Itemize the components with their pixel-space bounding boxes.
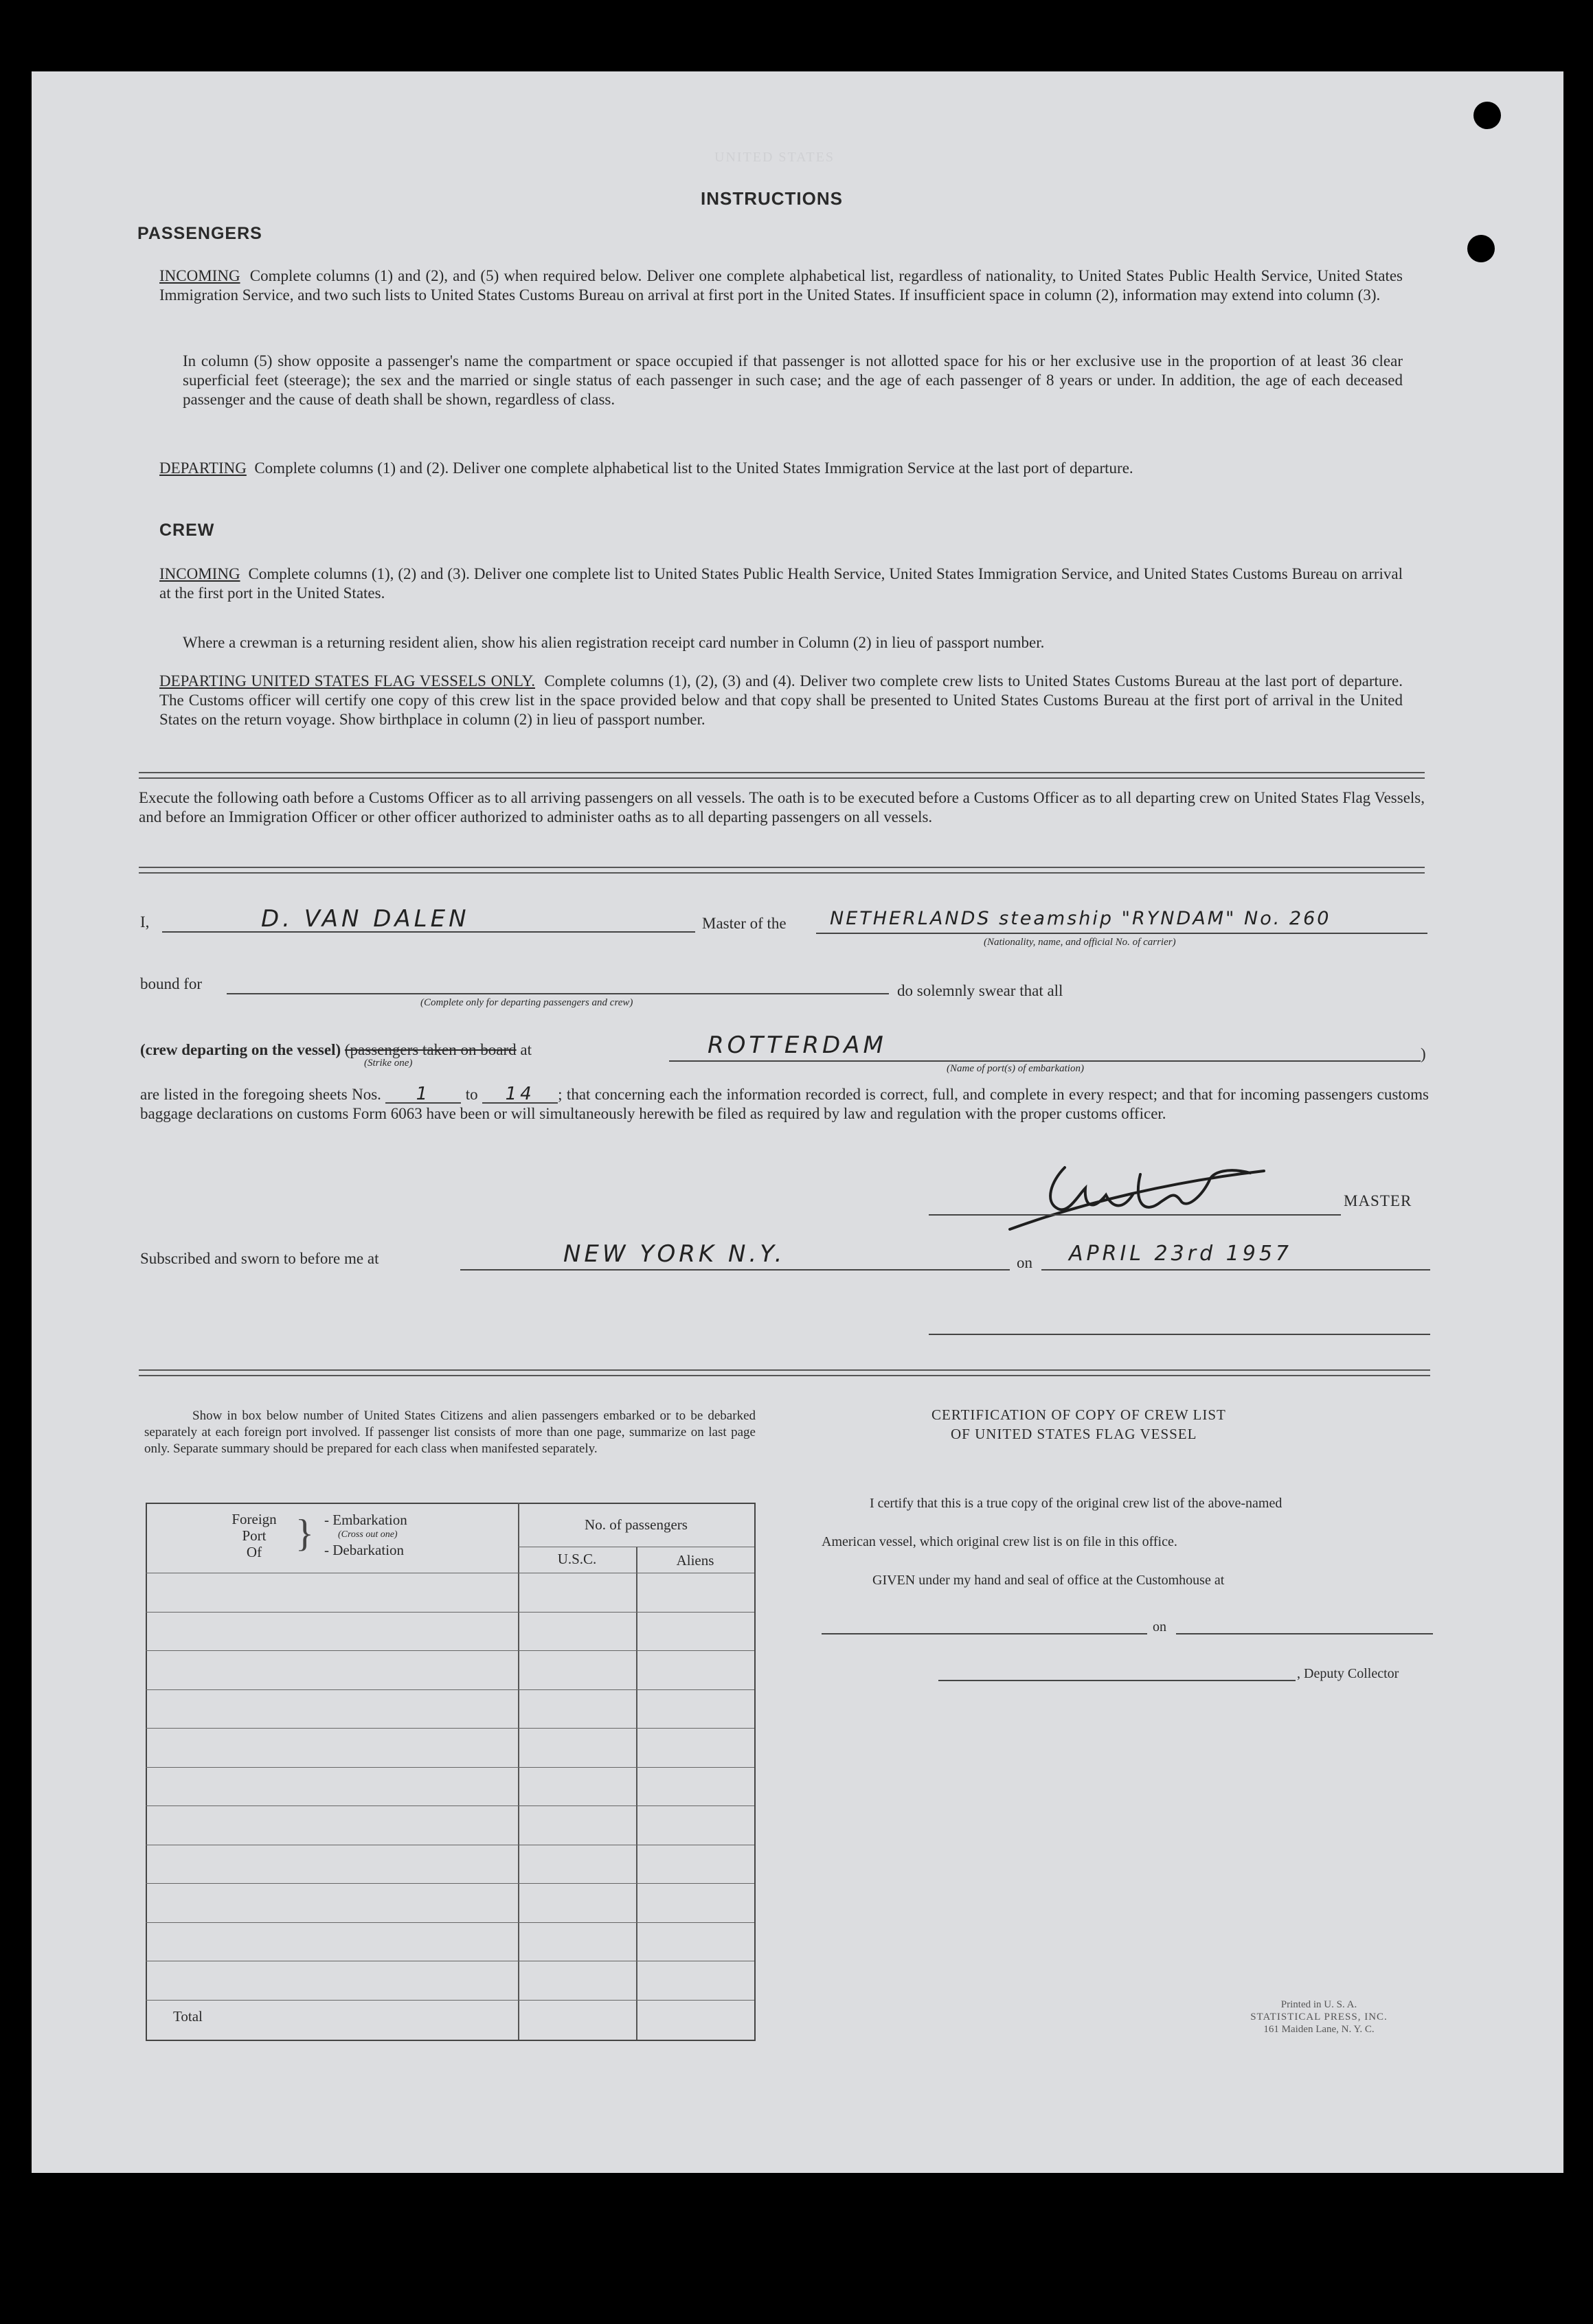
aliens-header: Aliens (676, 1552, 714, 1569)
sworn-place-line (460, 1269, 1010, 1271)
crew-departing-label: DEPARTING UNITED STATES FLAG VESSELS ONLY. (159, 672, 535, 690)
certification-title-line2: OF UNITED STATES FLAG VESSEL (951, 1426, 1197, 1442)
punch-hole-second (1467, 235, 1495, 262)
listed-paragraph (140, 1085, 1429, 1124)
total-label: Total (173, 2008, 203, 2025)
sworn-date-line (1041, 1269, 1430, 1271)
oath-instructions: Execute the following oath before a Customs Officer as to all arriving passengers on all vessels. The oath is to be executed before a Customs Officer as to all departing crew on United States Flag Vessels, and before an Immigration Officer or other officer authorized to administer oaths as to all departing passengers on all vessels. (139, 789, 1425, 825)
crew-heading: CREW (159, 521, 215, 540)
passengers-incoming (159, 266, 1403, 305)
divider-3 (139, 1369, 1430, 1376)
printer-line2: STATISTICAL PRESS, INC. (1250, 2012, 1388, 2023)
embark-labels (324, 1512, 407, 1558)
crew-incoming-text: Complete columns (1), (2) and (3). Deliver one complete list to United States Public Health Service, United States Immigration Service, and United States Customs Bureau on arrival at the first port in the United States. (159, 565, 1403, 602)
passengers-struck: (passengers taken on board (344, 1041, 517, 1058)
divider-1 (139, 772, 1425, 779)
passengers-column5-text: In column (5) show opposite a passenger's name the compartment or space occupied if that passenger is not allotted space for his or her exclusive use in the proportion of at least 36 clear superficial feet (steerage); the sex and the married or single status of each passenger in such case; and the age of each passenger of 8 years or under. In addition, the age of each deceased passenger and the cause of death shall be shown, regardless of class. (183, 352, 1403, 408)
master-of-label: Master of the (702, 915, 787, 932)
debarkation-label[interactable]: - Debarkation (324, 1542, 405, 1558)
sworn-place-field[interactable]: NEW YORK N.Y. (563, 1240, 786, 1268)
strike-caption: (Strike one) (364, 1058, 413, 1069)
port-label: Port (242, 1527, 267, 1544)
at-label: at (520, 1041, 532, 1058)
summary-instructions: Show in box below number of United States Citizens and alien passengers embarked or to be debarked separately at each foreign port involved. If passenger list consists of more than one page, summarize on last page only. Separate summary should be prepared for each class when manifested separately. (144, 1409, 756, 1456)
cross-out-label: (Cross out one) (338, 1529, 398, 1540)
port-line (669, 1060, 1421, 1062)
of-label: Of (246, 1544, 262, 1560)
to-label: to (465, 1086, 478, 1103)
oath-i-label: I, (140, 913, 150, 931)
officer-signature-line[interactable] (929, 1334, 1430, 1335)
crew-resident-text: Where a crewman is a returning resident alien, show his alien registration receipt card number in Column (2) in lieu of passport number. (183, 634, 1045, 651)
cert-date-line[interactable] (1176, 1633, 1433, 1634)
passengers-departing-text: Complete columns (1) and (2). Deliver one complete alphabetical list to the United States Immigration Service at the last port of departure. (254, 459, 1133, 477)
table-row-rule (146, 1650, 754, 1651)
vessel-field[interactable]: NETHERLANDS steamship "RYNDAM" No. 260 (830, 908, 1331, 929)
printer-line1: Printed in U. S. A. (1280, 1999, 1357, 2010)
crew-departing-text: Complete columns (1), (2), (3) and (4). Deliver two complete crew lists to United States Customs Bureau at the last port of departure. The Customs officer will certify one copy of this crew list in the space provided below and that copy shall be presented to United States Customs Bureau at the first port of arrival in the United States on the return voyage. Show birthplace in column (2) in lieu of passport number. (159, 672, 1403, 728)
sheet-to-field[interactable]: 14 (482, 1086, 558, 1104)
certify-text-2: American vessel, which original crew list is on file in this office. (822, 1534, 1177, 1549)
master-name-field[interactable]: D. VAN DALEN (261, 905, 470, 933)
table-col-divider-1 (518, 1503, 519, 2040)
port-field[interactable]: ROTTERDAM (708, 1032, 887, 1059)
deputy-collector-label: , Deputy Collector (1297, 1666, 1399, 1681)
faint-header: UNITED STATES (714, 150, 835, 165)
subscribed-label: Subscribed and sworn to before me at (140, 1250, 379, 1267)
given-text: GIVEN under my hand and seal of office at the Customhouse at (872, 1573, 1225, 1588)
customhouse-line[interactable] (822, 1633, 1147, 1634)
bound-for-caption: (Complete only for departing passengers and crew) (420, 997, 633, 1008)
certification-title (931, 1405, 1226, 1444)
passengers-incoming-text: Complete columns (1) and (2), and (5) when required below. Deliver one complete alphabetical list, regardless of nationality, to United States Public Health Service, United States Immigration Service, and two such lists to United States Customs Bureau on arrival at first port in the United States. If insufficient space in column (2), information may extend into column (3). (159, 267, 1403, 304)
table-row-rule (146, 1805, 754, 1806)
embarkation-label[interactable]: - Embarkation (324, 1512, 407, 1528)
swear-text: do solemnly swear that all (897, 982, 1063, 999)
brace-icon: } (295, 1512, 314, 1555)
passengers-incoming-label: INCOMING (159, 267, 240, 284)
listed-label: are listed in the foregoing sheets Nos. (140, 1086, 381, 1103)
crew-departing-line (140, 1041, 532, 1059)
port-caption: (Name of port(s) of embarkation) (947, 1063, 1084, 1074)
bound-for-label: bound for (140, 975, 203, 992)
table-row-rule (146, 1767, 754, 1768)
punch-hole-top (1473, 102, 1501, 129)
crew-departing-label: (crew departing on the vessel) (140, 1041, 341, 1058)
deputy-collector-line[interactable] (938, 1680, 1296, 1681)
cert-on-label: on (1153, 1619, 1166, 1634)
table-col-divider-2 (636, 1547, 637, 2040)
master-label: MASTER (1344, 1192, 1412, 1209)
table-row-rule (146, 2000, 754, 2001)
bound-for-line[interactable] (227, 993, 889, 994)
certification-title-line1: CERTIFICATION OF COPY OF CREW LIST (931, 1406, 1226, 1423)
certify-text: I certify that this is a true copy of the original crew list of the above-named (870, 1496, 1283, 1511)
page-title: INSTRUCTIONS (701, 188, 843, 209)
table-row-rule (146, 1922, 754, 1923)
divider-2 (139, 867, 1425, 874)
sworn-on-label: on (1017, 1254, 1032, 1271)
master-signature (1003, 1154, 1333, 1243)
sworn-date-field[interactable]: APRIL 23rd 1957 (1069, 1242, 1292, 1266)
foreign-port-of (220, 1511, 289, 1560)
passengers-departing (159, 459, 1403, 478)
vessel-caption: (Nationality, name, and official No. of carrier) (984, 937, 1176, 948)
passengers-header: No. of passengers (585, 1516, 688, 1533)
listed-rest: ; that concerning each the information recorded is correct, full, and complete in every respect; and that for incoming passengers customs baggage declarations on customs Form 6063 have been or will simultaneously herewith be filed as required by law and regulation with the proper customs officer. (140, 1086, 1430, 1122)
usc-header: U.S.C. (557, 1551, 597, 1567)
vessel-line (816, 933, 1427, 934)
table-row-rule (146, 1728, 754, 1729)
crew-departing (159, 672, 1403, 729)
sheet-from-field[interactable]: 1 (385, 1086, 461, 1104)
table-row-rule (146, 1612, 754, 1613)
crew-incoming (159, 565, 1403, 603)
passengers-heading: PASSENGERS (137, 224, 262, 243)
passengers-departing-label: DEPARTING (159, 459, 247, 477)
foreign-label: Foreign (231, 1511, 277, 1527)
crew-incoming-label: INCOMING (159, 565, 240, 582)
printer-line3: 161 Maiden Lane, N. Y. C. (1263, 2024, 1375, 2035)
printer-imprint (1216, 1998, 1422, 2036)
port-close-paren: ) (1421, 1045, 1426, 1062)
table-row-rule (146, 1689, 754, 1690)
table-row-rule (146, 1883, 754, 1884)
master-signature-line (929, 1214, 1341, 1216)
